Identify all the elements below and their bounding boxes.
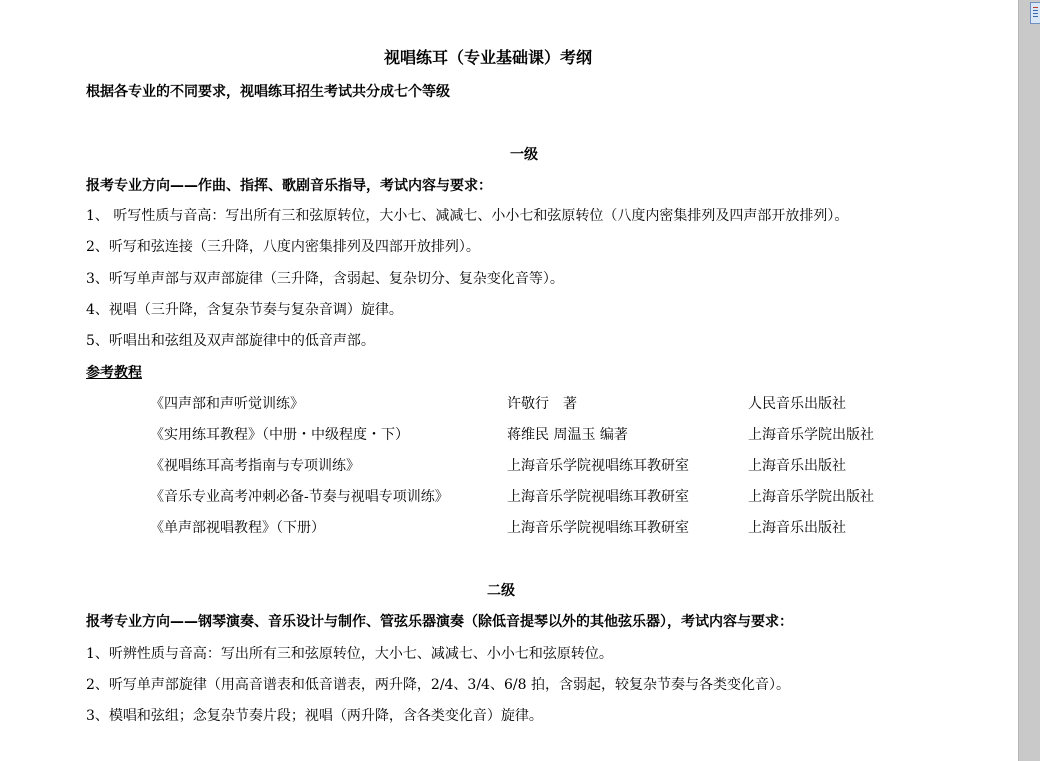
vertical-scrollbar[interactable] — [1018, 0, 1040, 761]
level2-item: 3、模唱和弦组；念复杂节奏片段；视唱（两升降，含各类变化音）旋律。 — [86, 708, 543, 724]
reference-author: 上海音乐学院视唱练耳教研室 — [507, 458, 689, 474]
reference-publisher: 上海音乐学院出版社 — [748, 489, 874, 505]
reference-author: 上海音乐学院视唱练耳教研室 — [507, 520, 689, 536]
reference-row — [0, 519, 1018, 539]
level1-item: 5、听唱出和弦组及双声部旋律中的低音声部。 — [86, 333, 375, 349]
reference-book: 《单声部视唱教程》（下册） — [150, 520, 325, 536]
reference-book: 《视唱练耳高考指南与专项训练》 — [150, 458, 360, 474]
document-title: 视唱练耳（专业基础课）考纲 — [384, 48, 593, 67]
reference-author: 蒋维民 周温玉 编著 — [507, 427, 628, 443]
level2-direction: 报考专业方向——钢琴演奏、音乐设计与制作、管弦乐器演奏（除低音提琴以外的其他弦乐器），考试内容与要求： — [86, 614, 793, 630]
reference-row — [0, 395, 1018, 415]
reference-author: 上海音乐学院视唱练耳教研室 — [507, 489, 689, 505]
reference-publisher: 上海音乐学院出版社 — [748, 427, 874, 443]
level2-heading: 二级 — [487, 583, 515, 599]
reference-row — [0, 426, 1018, 446]
reference-publisher: 人民音乐出版社 — [748, 396, 846, 412]
document-map-icon[interactable] — [1030, 2, 1040, 24]
references-heading: 参考教程 — [86, 365, 142, 381]
reference-row — [0, 457, 1018, 477]
level1-direction: 报考专业方向——作曲、指挥、歌剧音乐指导，考试内容与要求： — [86, 178, 492, 194]
reference-book: 《四声部和声听觉训练》 — [150, 396, 304, 412]
level2-item: 2、听写单声部旋律（用高音谱表和低音谱表，两升降，2/4、3/4、6/8 拍，含弱起，较复杂节奏与各类变化音）。 — [86, 677, 790, 693]
reference-author: 许敬行 著 — [507, 396, 577, 412]
reference-publisher: 上海音乐出版社 — [748, 458, 846, 474]
level1-item: 3、听写单声部与双声部旋律（三升降，含弱起、复杂切分、复杂变化音等）。 — [86, 271, 564, 287]
level1-item: 4、视唱（三升降，含复杂节奏与复杂音调）旋律。 — [86, 302, 403, 318]
level1-heading: 一级 — [510, 147, 538, 163]
reference-row — [0, 488, 1018, 508]
reference-book: 《音乐专业高考冲刺必备-节奏与视唱专项训练》 — [150, 489, 449, 505]
reference-book: 《实用练耳教程》（中册・中级程度・下） — [150, 427, 409, 443]
level2-item: 1、听辨性质与音高：写出所有三和弦原转位，大小七、减减七、小小七和弦原转位。 — [86, 646, 613, 662]
level1-item: 1、 听写性质与音高：写出所有三和弦原转位，大小七、减减七、小小七和弦原转位（八度内密集排列及四声部开放排列）。 — [86, 208, 849, 224]
intro-text: 根据各专业的不同要求，视唱练耳招生考试共分成七个等级 — [86, 84, 450, 100]
reference-publisher: 上海音乐出版社 — [748, 520, 846, 536]
level1-item: 2、听写和弦连接（三升降，八度内密集排列及四部开放排列）。 — [86, 239, 480, 255]
